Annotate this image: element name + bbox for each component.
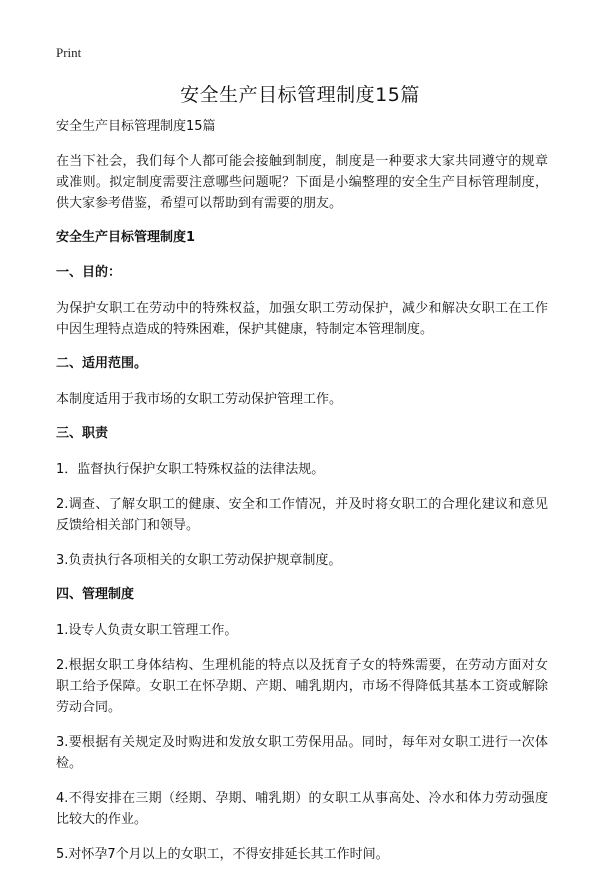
duty-item: 2.调查、了解女职工的健康、安全和工作情况，并及时将女职工的合理化建议和意见反馈给相关部门和领导。 (56, 497, 548, 533)
rule-item: 5.对怀孕7个月以上的女职工，不得安排延长其工作时间。 (56, 847, 389, 862)
document-subtitle: 安全生产目标管理制度15篇 (56, 119, 216, 134)
intro-paragraph: 在当下社会，我们每个人都可能会接触到制度，制度是一种要求大家共同遵守的规章或准则。拟定制度需要注意哪些问题呢？下面是小编整理的安全生产目标管理制度，供大家参考借鉴，希望可以帮助到有需要的朋友。 (56, 154, 548, 211)
rule-item: 2.根据女职工身体结构、生理机能的特点以及抚育子女的特殊需要，在劳动方面对女职工给予保障。女职工在怀孕期、产期、哺乳期内，市场不得降低其基本工资或解除劳动合同。 (56, 658, 548, 715)
rule-item: 4.不得安排在三期（经期、孕期、哺乳期）的女职工从事高处、冷水和体力劳动强度比较大的作业。 (56, 791, 548, 827)
section-title: 安全生产目标管理制度1 (56, 230, 196, 245)
rule-item: 1.设专人负责女职工管理工作。 (56, 623, 238, 638)
scope-paragraph: 本制度适用于我市场的女职工劳动保护管理工作。 (56, 392, 343, 407)
duty-item: 3.负责执行各项相关的女职工劳动保护规章制度。 (56, 553, 342, 568)
print-link[interactable]: Print (56, 45, 82, 60)
document-body (56, 117, 548, 879)
document-title: 安全生产目标管理制度15篇 (180, 84, 420, 106)
rules-heading: 四、管理制度 (56, 587, 135, 602)
duty-heading: 三、职责 (56, 426, 109, 441)
duty-item: 1．监督执行保护女职工特殊权益的法律法规。 (56, 462, 325, 477)
purpose-paragraph: 为保护女职工在劳动中的特殊权益，加强女职工劳动保护，减少和解决女职工在工作中因生理特点造成的特殊困难，保护其健康，特制定本管理制度。 (56, 301, 548, 337)
scope-heading: 二、适用范围。 (56, 356, 148, 371)
purpose-heading: 一、目的： (56, 265, 122, 280)
rule-item: 3.要根据有关规定及时购进和发放女职工劳保用品。同时，每年对女职工进行一次体检。 (56, 735, 548, 771)
